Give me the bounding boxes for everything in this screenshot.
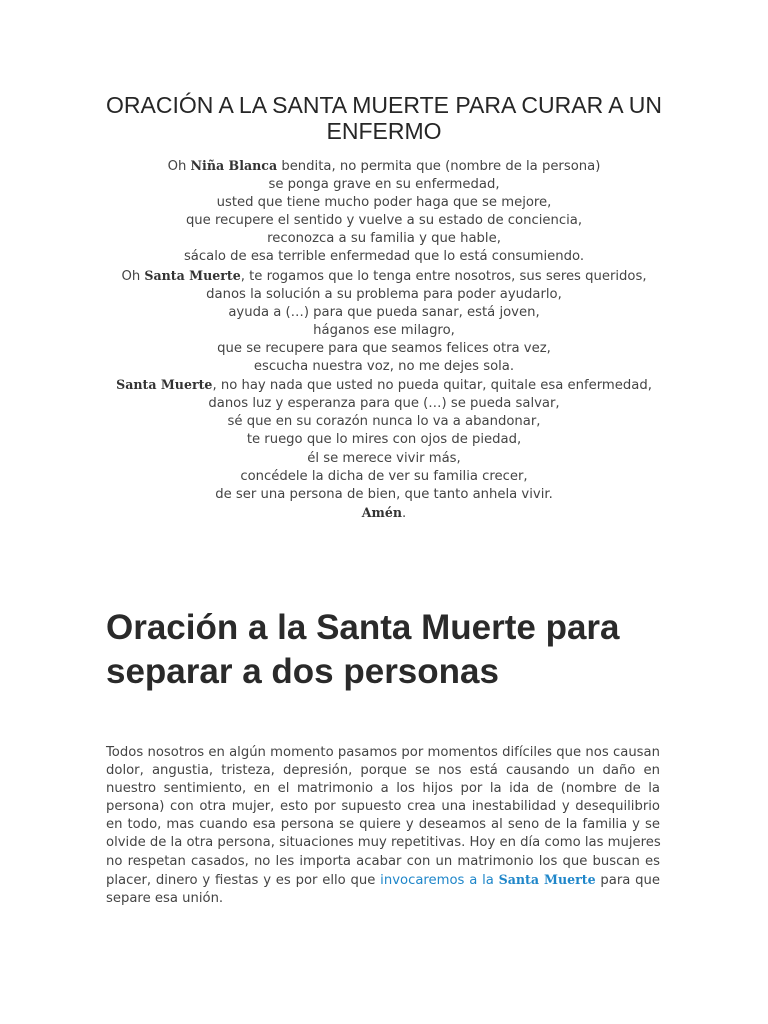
prayer-text: Oh	[167, 159, 191, 174]
paragraph-line	[106, 871, 660, 890]
paragraph-line: no respetan casados, no les importa acabar con un matrimonio los que buscan es	[106, 853, 660, 869]
santa-muerte-link[interactable]	[375, 873, 595, 888]
paragraph-line: persona) con otra mujer, esto por supuesto crea una inestabilidad y desequilibrio	[106, 799, 660, 815]
prayer-line: te ruego que lo mires con ojos de piedad,	[246, 432, 522, 448]
prayer-text: Oh	[121, 268, 145, 284]
prayer-line: reconozca a su familia y que hable,	[267, 231, 501, 247]
prayer-line: danos luz y esperanza para que (…) se pueda salvar,	[208, 396, 560, 412]
prayer-line	[20, 157, 748, 176]
link-text[interactable]: invocaremos a la	[375, 872, 499, 888]
prayer-line: de ser una persona de bien, que tanto anhela vivir.	[215, 486, 553, 502]
prayer-text: bendita, no permita que (nombre de la persona)	[277, 159, 601, 174]
link-bold-text[interactable]: Santa Muerte	[498, 871, 596, 887]
prayer-line: concédele la dicha de ver su familia crecer,	[240, 468, 528, 484]
prayer-line: danos la solución a su problema para poder ayudarlo,	[206, 286, 562, 302]
paragraph-text: para que	[595, 872, 660, 888]
paragraph-line: Todos nosotros en algún momento pasamos por momentos difíciles que nos causan	[106, 745, 660, 760]
prayer-title: ORACIÓN A LA SANTA MUERTE PARA CURAR A UN ENFERMO	[106, 92, 662, 144]
prayer-line: se ponga grave en su enfermedad,	[268, 177, 500, 193]
prayer-bold-name: Santa Muerte	[116, 377, 213, 393]
prayer-body	[20, 157, 748, 523]
prayer-line: escucha nuestra voz, no me dejes sola.	[253, 359, 515, 375]
prayer-line: sácalo de esa terrible enfermedad que lo está consumiendo.	[183, 249, 585, 265]
prayer-bold-amen: Amén	[361, 504, 403, 520]
prayer-text: .	[402, 505, 407, 521]
prayer-line	[20, 504, 748, 523]
prayer-line: él se merece vivir más,	[307, 450, 461, 466]
prayer-text: , te rogamos que lo tenga entre nosotros, sus seres queridos,	[240, 268, 647, 284]
paragraph-line: dolor, angustia, tristeza, depresión, porque se nos está causando un daño en	[106, 763, 660, 779]
paragraph-line: en todo, mas cuando esa persona se quiere y deseamos al seno de la familia y se	[106, 817, 660, 833]
prayer-bold-name: Santa Muerte	[144, 267, 241, 283]
prayer-line: ayuda a (…) para que pueda sanar, está joven,	[228, 304, 540, 320]
prayer-line: háganos ese milagro,	[313, 322, 455, 338]
paragraph-line: separe esa unión.	[106, 890, 224, 906]
section-heading: Oración a la Santa Muerte para separar a dos personas	[106, 608, 620, 691]
prayer-line: que recupere el sentido y vuelve a su estado de conciencia,	[185, 213, 583, 229]
prayer-line: sé que en su corazón nunca lo va a abandonar,	[227, 414, 541, 430]
prayer-text: , no hay nada que usted no pueda quitar, quitale esa enfermedad,	[212, 378, 652, 394]
prayer-line	[20, 376, 748, 395]
paragraph-text: placer, dinero y fiestas y es por ello que	[106, 872, 376, 888]
prayer-line: usted que tiene mucho poder haga que se mejore,	[216, 195, 552, 211]
paragraph-line: nuestro sentimiento, en el matrimonio a los hijos por la ida de (nombre de la	[106, 781, 660, 797]
body-paragraph	[106, 744, 660, 908]
prayer-line: que se recupere para que seamos felices otra vez,	[217, 340, 551, 356]
paragraph-line: olvide de la otra persona, situaciones muy repetitivas. Hoy en día como las mujeres	[106, 835, 661, 851]
prayer-bold-name: Niña Blanca	[190, 158, 278, 173]
prayer-line	[20, 267, 748, 286]
